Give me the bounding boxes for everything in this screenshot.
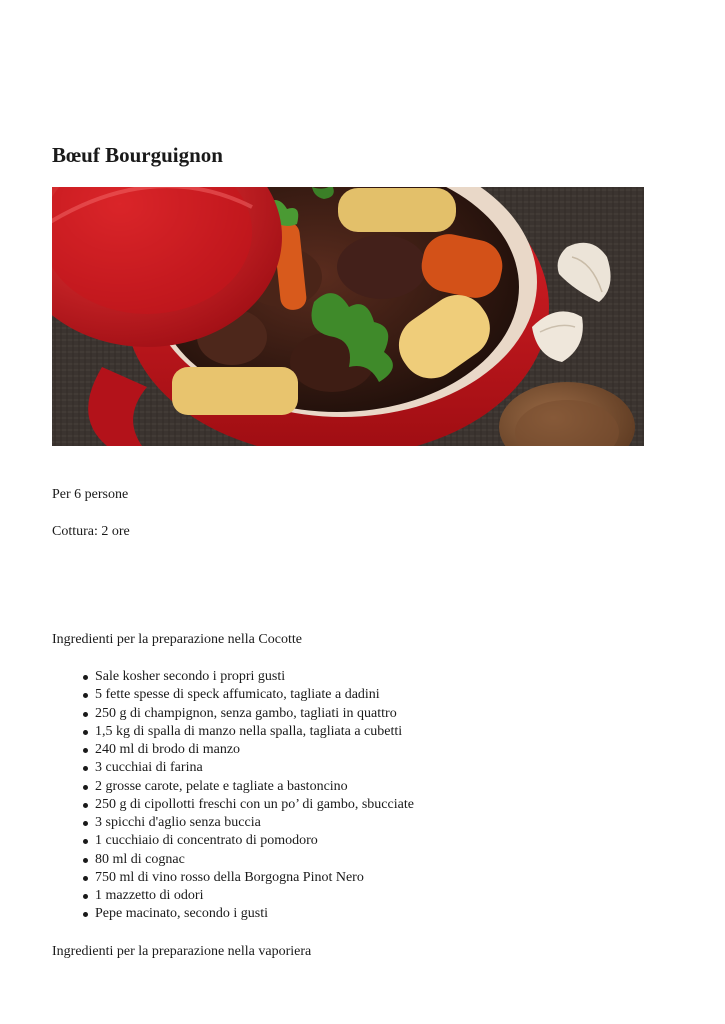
cook-time-text: Cottura: 2 ore (52, 524, 130, 539)
list-item: 1 cucchiaio di concentrato di pomodoro (52, 832, 414, 850)
section-heading-cocotte: Ingredienti per la preparazione nella Cocotte (52, 632, 302, 647)
list-item: 250 g di cipollotti freschi con un po’ di gambo, sbucciate (52, 796, 414, 814)
list-item: 3 cucchiai di farina (52, 759, 414, 777)
list-item: 5 fette spesse di speck affumicato, tagliate a dadini (52, 686, 414, 704)
ingredient-list (52, 668, 414, 924)
list-item: 250 g di champignon, senza gambo, tagliati in quattro (52, 705, 414, 723)
list-item: 1,5 kg di spalla di manzo nella spalla, tagliata a cubetti (52, 723, 414, 741)
recipe-image-illustration (52, 187, 644, 446)
list-item: 1 mazzetto di odori (52, 887, 414, 905)
section-heading-steamer: Ingredienti per la preparazione nella vaporiera (52, 944, 312, 959)
list-item: 80 ml di cognac (52, 851, 414, 869)
list-item: Pepe macinato, secondo i gusti (52, 905, 414, 923)
list-item: 2 grosse carote, pelate e tagliate a bastoncino (52, 778, 414, 796)
recipe-title: Bœuf Bourguignon (52, 143, 223, 167)
list-item: Sale kosher secondo i propri gusti (52, 668, 414, 686)
servings-text: Per 6 persone (52, 487, 129, 502)
list-item: 240 ml di brodo di manzo (52, 741, 414, 759)
list-item: 3 spicchi d'aglio senza buccia (52, 814, 414, 832)
list-item: 750 ml di vino rosso della Borgogna Pinot Nero (52, 869, 414, 887)
recipe-image (52, 187, 644, 446)
